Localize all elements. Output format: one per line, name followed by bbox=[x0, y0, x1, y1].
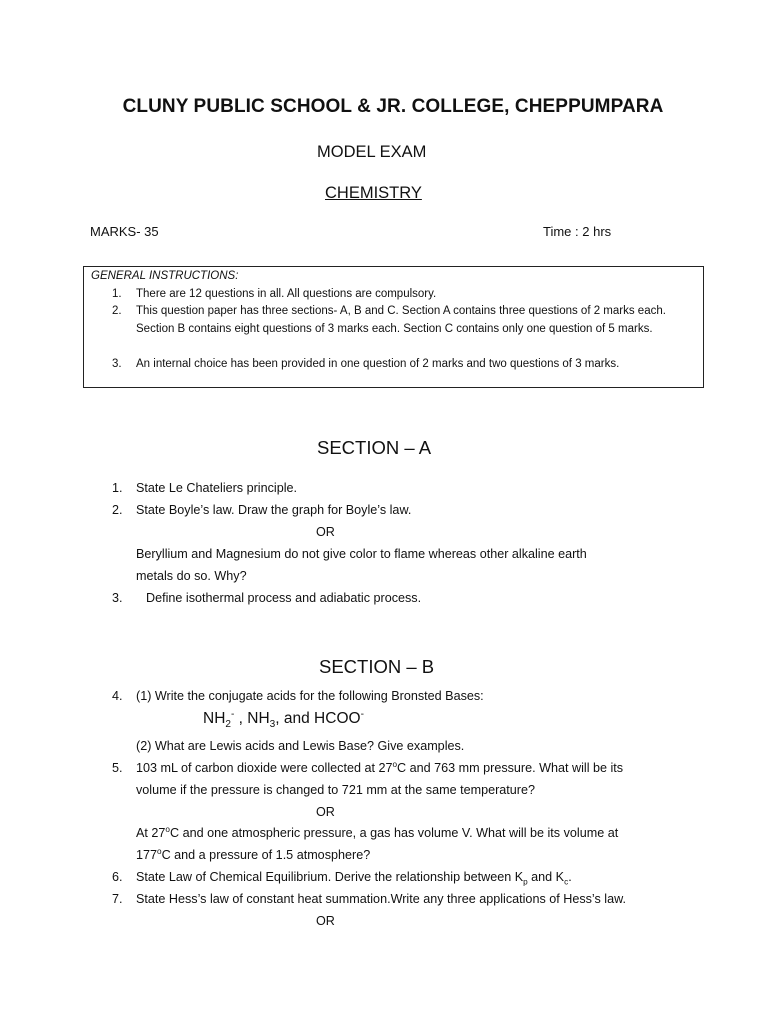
instruction-text: An internal choice has been provided in one question of 2 marks and two questions of 3 marks. bbox=[136, 358, 620, 370]
subscript: c bbox=[564, 877, 569, 887]
instruction-item bbox=[112, 356, 692, 374]
instruction-item bbox=[112, 303, 692, 338]
question-number: 2. bbox=[112, 503, 123, 517]
subscript: p bbox=[523, 877, 528, 887]
question-2-alt-line2: metals do so. Why? bbox=[136, 569, 247, 583]
question-6-text bbox=[136, 870, 572, 887]
text-run: C and one atmospheric pressure, a gas has volume V. What will be its volume at bbox=[169, 826, 619, 840]
text-run: State Law of Chemical Equilibrium. Derive the relationship between K bbox=[136, 870, 524, 884]
question-5-alt-line2 bbox=[136, 848, 370, 862]
question-3-text: Define isothermal process and adiabatic process. bbox=[146, 591, 422, 605]
exam-title: MODEL EXAM bbox=[317, 143, 427, 161]
question-5-alt-line1 bbox=[136, 826, 618, 840]
exam-duration: Time : 2 hrs bbox=[543, 224, 612, 239]
superscript: - bbox=[360, 708, 364, 720]
section-b-heading: SECTION – B bbox=[319, 656, 435, 677]
question-7-text: State Hess’s law of constant heat summation.Write any three applications of Hess’s law. bbox=[136, 892, 626, 906]
or-divider: OR bbox=[316, 914, 335, 928]
general-instructions-box bbox=[83, 266, 704, 388]
question-4-part1: (1) Write the conjugate acids for the following Bronsted Bases: bbox=[136, 689, 484, 703]
question-4-part2: (2) What are Lewis acids and Lewis Base? Give examples. bbox=[136, 739, 465, 753]
instructions-title: GENERAL INSTRUCTIONS: bbox=[91, 270, 239, 282]
school-name: CLUNY PUBLIC SCHOOL & JR. COLLEGE, CHEPPUMPARA bbox=[122, 96, 664, 117]
question-1-text: State Le Chateliers principle. bbox=[136, 481, 298, 495]
question-2-alt-line1: Beryllium and Magnesium do not give color to flame whereas other alkaline earth bbox=[136, 547, 587, 561]
text-run: 177 bbox=[136, 848, 158, 862]
instruction-number: 3. bbox=[112, 358, 122, 370]
question-number: 6. bbox=[112, 870, 123, 884]
question-number: 7. bbox=[112, 892, 123, 906]
instruction-number: 2. bbox=[112, 305, 122, 317]
text-run: 103 mL of carbon dioxide were collected at 27 bbox=[136, 761, 393, 775]
degree-superscript: o bbox=[165, 824, 170, 834]
question-5-line1 bbox=[136, 761, 623, 775]
superscript: - bbox=[231, 708, 235, 720]
total-marks: MARKS- 35 bbox=[90, 224, 159, 239]
question-number: 1. bbox=[112, 481, 123, 495]
question-2-text: State Boyle’s law. Draw the graph for Boyle’s law. bbox=[136, 503, 412, 517]
subscript: 3 bbox=[269, 719, 276, 731]
species-text: , NH bbox=[234, 710, 270, 727]
subscript: 2 bbox=[225, 719, 231, 731]
text-run: C and a pressure of 1.5 atmosphere? bbox=[161, 848, 371, 862]
text-run: At 27 bbox=[136, 826, 166, 840]
question-number: 5. bbox=[112, 761, 123, 775]
text-run: . bbox=[568, 870, 572, 884]
degree-superscript: o bbox=[157, 846, 162, 856]
text-run: and K bbox=[527, 870, 565, 884]
text-run: C and 763 mm pressure. What will be its bbox=[397, 761, 624, 775]
instruction-number: 1. bbox=[112, 288, 122, 300]
or-divider: OR bbox=[316, 525, 335, 539]
instruction-text: There are 12 questions in all. All questions are compulsory. bbox=[136, 288, 437, 300]
question-number: 4. bbox=[112, 689, 123, 703]
instruction-text: This question paper has three sections- A, B and C. Section A contains three questions of 2 marks each. Section B contains eight questions of 3 marks each. Section C contains only one question of 5 marks. bbox=[136, 305, 666, 335]
question-number: 3. bbox=[112, 591, 123, 605]
or-divider: OR bbox=[316, 805, 335, 819]
chemical-species-line bbox=[203, 708, 364, 731]
species-text: , and HCOO bbox=[275, 710, 361, 727]
subject-title: CHEMISTRY bbox=[325, 184, 422, 202]
question-5-line2: volume if the pressure is changed to 721 mm at the same temperature? bbox=[136, 783, 536, 797]
species-text: NH bbox=[203, 710, 226, 727]
instruction-item bbox=[112, 286, 692, 304]
degree-superscript: o bbox=[392, 759, 398, 769]
section-a-heading: SECTION – A bbox=[317, 437, 432, 458]
